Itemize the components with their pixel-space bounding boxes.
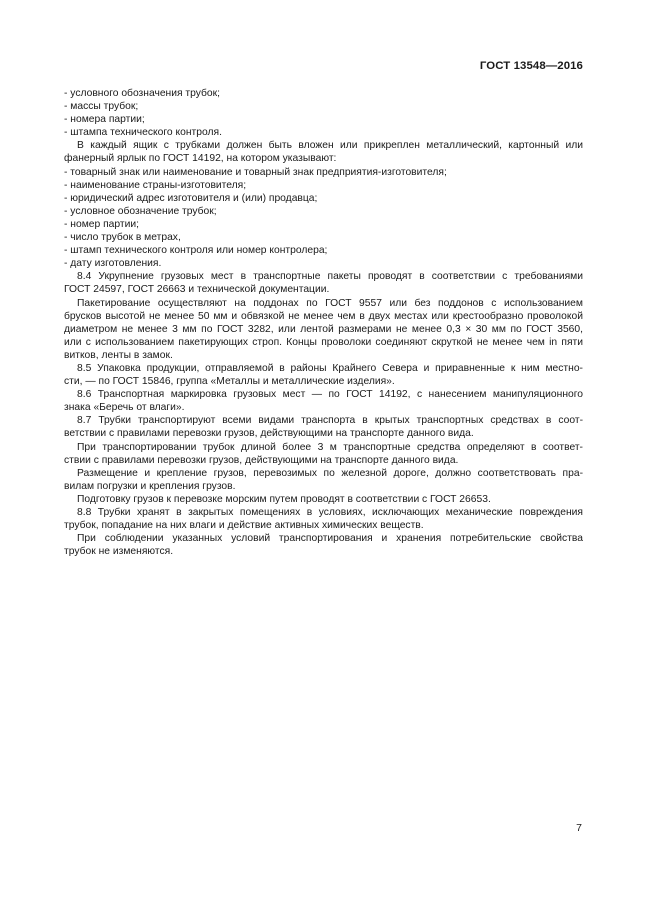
text-line: или с использованием пакетирующих строп. Концы проволоки соединяют скруткой не менее чем in пяти: [64, 336, 583, 348]
standard-header: ГОСТ 13548—2016: [479, 60, 583, 72]
text-line: - условное обозначение трубок;: [64, 205, 217, 217]
text-line: 8.8 Трубки хранят в закрытых помещениях в условиях, исключающих механические повреждения: [77, 507, 583, 518]
text-line: сти, — по ГОСТ 15846, группа «Металлы и металлические изделия».: [64, 376, 395, 388]
text-line: - штамп технического контроля или номер контролера;: [64, 245, 328, 257]
text-line: фанерный ярлык по ГОСТ 14192, на котором указывают:: [64, 153, 337, 165]
text-line: трубок не изменяются.: [64, 546, 174, 558]
text-line: - товарный знак или наименование и товарный знак предприятия-изготовителя;: [64, 166, 447, 178]
text-line: - число трубок в метрах,: [64, 232, 181, 244]
text-line: Размещение и крепление грузов, перевозимых по железной дороге, должно соответствовать пра-: [77, 467, 583, 479]
text-line: При соблюдении указанных условий транспортирования и хранения потребительские свойства: [77, 533, 583, 545]
text-line: - дату изготовления.: [64, 258, 162, 270]
text-line: - условного обозначения трубок;: [64, 88, 221, 99]
text-line: При транспортировании трубок длиной более 3 м транспортные средства определяют в соответ-: [77, 441, 583, 453]
text-line: В каждый ящик с трубками должен быть вложен или прикреплен металлический, картонный или: [77, 140, 583, 152]
text-line: - массы трубок;: [64, 101, 139, 113]
text-line: трубок, попадание на них влаги и действие активных химических веществ.: [64, 520, 424, 532]
text-line: - номер партии;: [64, 218, 139, 230]
text-line: 8.5 Упаковка продукции, отправляемой в районы Крайнего Севера и приравненные к ним местно-: [77, 362, 583, 374]
document-body: [64, 87, 583, 558]
text-line: ствии с правилами перевозки грузов, действующими на транспорте данного вида.: [64, 454, 459, 466]
text-line: Пакетирование осуществляют на поддонах по ГОСТ 9557 или без поддонов с использованием: [77, 297, 583, 309]
text-line: ГОСТ 24597, ГОСТ 26663 и технической документации.: [64, 284, 330, 296]
text-line: 8.4 Укрупнение грузовых мест в транспортные пакеты проводят в соответствии с требованиями: [77, 271, 583, 283]
text-line: диаметром не менее 3 мм по ГОСТ 3282, или лентой размерами не менее 0,3 × 30 мм по ГОСТ 3560,: [64, 323, 583, 335]
text-line: 8.7 Трубки транспортируют всеми видами транспорта в крытых транспортных средствах в соот-: [77, 415, 583, 427]
text-line: вилам погрузки и крепления грузов.: [64, 480, 236, 492]
text-line: 8.6 Транспортная маркировка грузовых мест — по ГОСТ 14192, с нанесением манипуляционного: [77, 389, 583, 401]
text-line: Подготовку грузов к перевозке морским путем проводят в соответствии с ГОСТ 26653.: [77, 493, 491, 505]
text-line: знака «Беречь от влаги».: [64, 402, 185, 414]
text-line: - штампа технического контроля.: [64, 127, 222, 139]
page-number: 7: [576, 822, 582, 834]
text-line: брусков высотой не менее 50 мм и обвязкой не менее чем в двух местах или крестообразно проволокой: [64, 310, 583, 322]
text-line: - номера партии;: [64, 114, 145, 126]
text-line: - юридический адрес изготовителя и (или) продавца;: [64, 192, 318, 204]
text-line: - наименование страны-изготовителя;: [64, 179, 247, 191]
text-line: ветствии с правилами перевозки грузов, действующими на транспорте данного вида.: [64, 428, 474, 440]
text-line: витков, ленты в замок.: [64, 349, 173, 361]
